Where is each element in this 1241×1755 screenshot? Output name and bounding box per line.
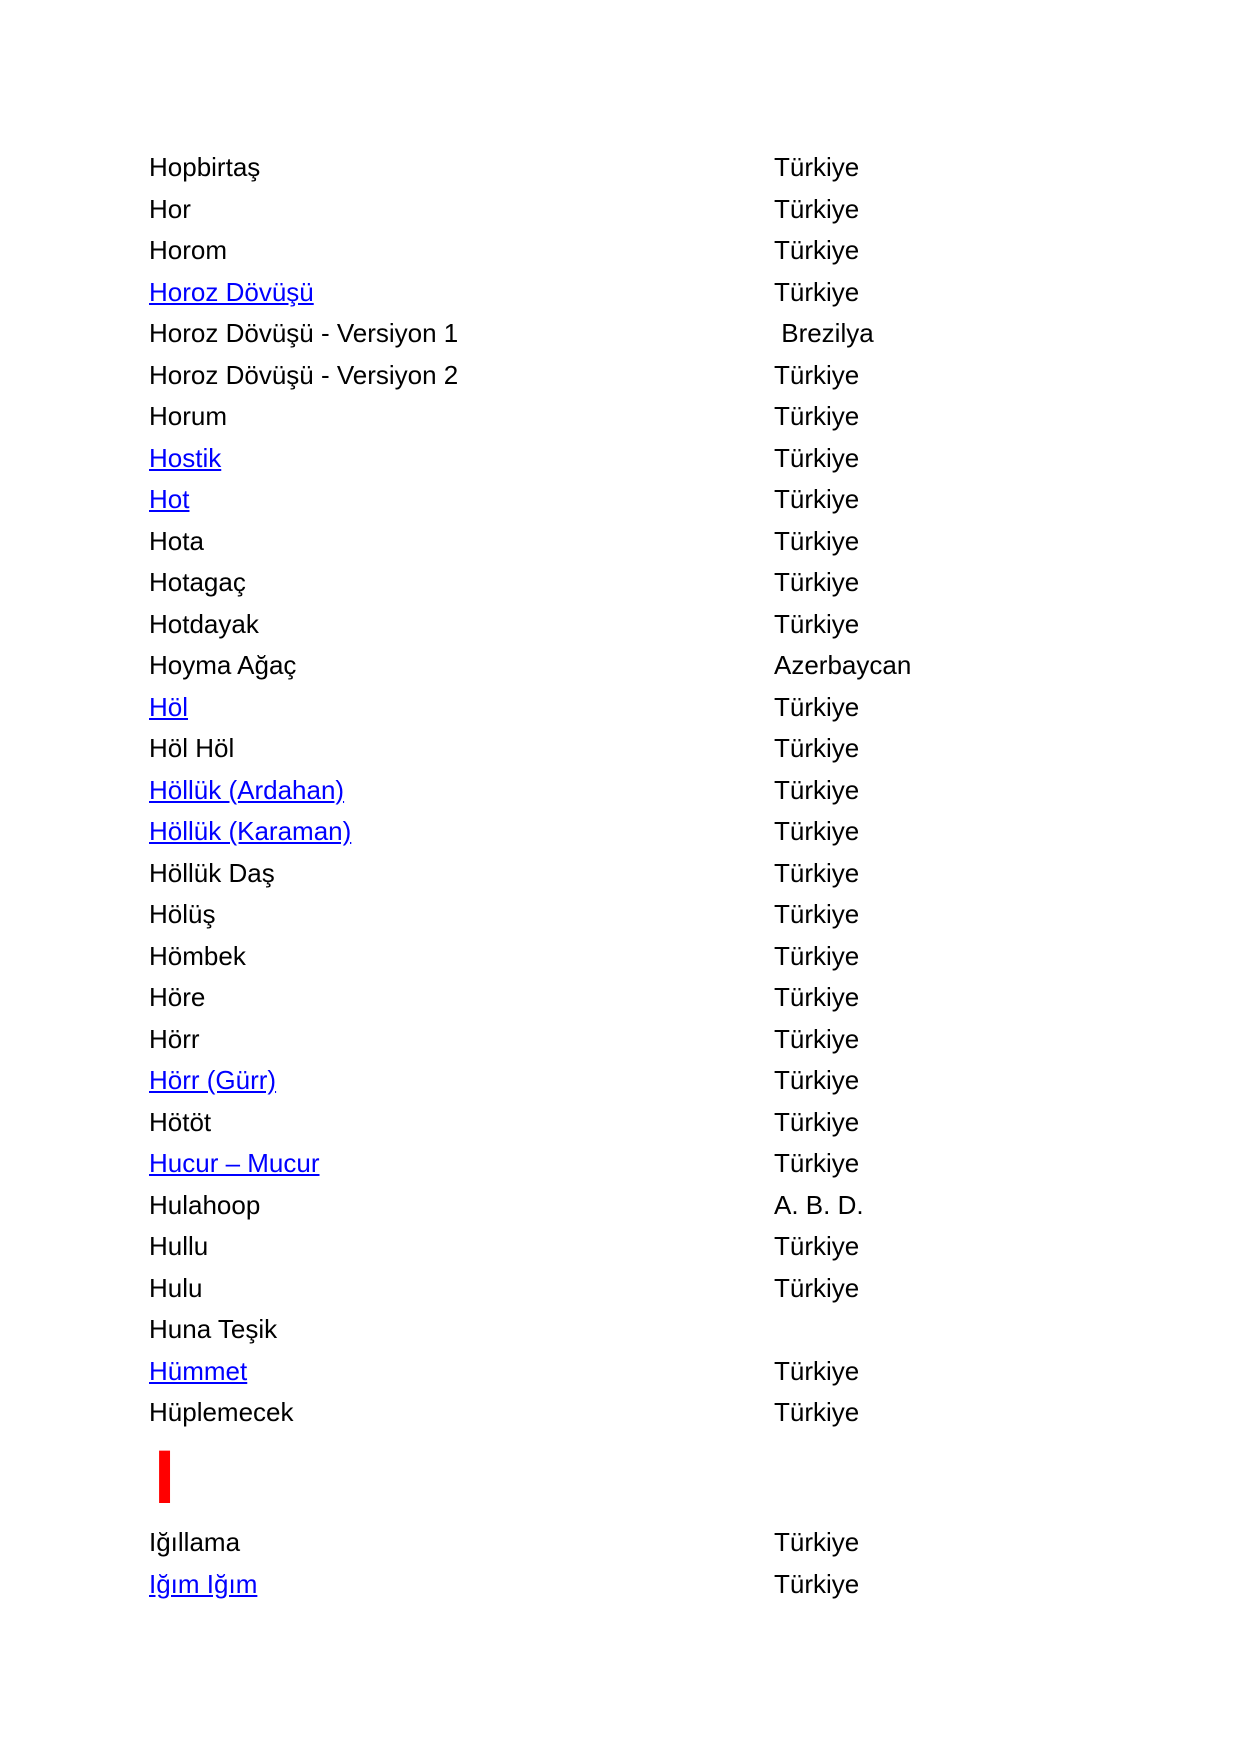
country-label: Türkiye [774, 152, 860, 182]
list-row [149, 355, 1149, 397]
list-row [149, 645, 1149, 687]
list-row [149, 230, 1149, 272]
list-row [149, 479, 1149, 521]
list-row [149, 396, 1149, 438]
game-name: Hörr [149, 1023, 200, 1054]
list-row [149, 604, 1149, 646]
list-row [149, 1268, 1149, 1310]
list-row [149, 1309, 1149, 1351]
country-label: Türkiye [774, 816, 860, 846]
country-label: Türkiye [774, 1272, 860, 1303]
list-row [149, 189, 1149, 231]
country-label: Türkiye [774, 1148, 860, 1178]
game-name: Hötöt [149, 1106, 212, 1137]
country-label: Türkiye [774, 733, 860, 763]
country-label: Türkiye [774, 484, 860, 514]
list-row [149, 521, 1149, 563]
game-name: Iğıllama [149, 1527, 241, 1557]
country-label: Brezilya [774, 318, 874, 348]
game-name: Hüplemecek [149, 1397, 294, 1427]
list-row [149, 438, 1149, 480]
list-row [149, 687, 1149, 729]
country-label: Azerbaycan [774, 650, 912, 680]
country-label: Türkiye [774, 857, 860, 888]
game-name: Hotagaç [149, 567, 246, 597]
list-row [149, 313, 1149, 355]
country-label: Türkiye [774, 442, 860, 473]
country-label: Türkiye [774, 401, 860, 431]
game-name: Horoz Dövüşü - Versiyon 2 [149, 359, 459, 390]
country-label: Türkiye [774, 940, 860, 971]
game-name: Horum [149, 401, 228, 431]
country-label: Türkiye [774, 1023, 860, 1054]
country-label: A. B. D. [774, 1189, 864, 1220]
country-label: Türkiye [774, 608, 860, 639]
game-name: Höl Höl [149, 733, 235, 763]
country-label: Türkiye [774, 276, 860, 307]
list-row [149, 811, 1149, 853]
list-row [149, 728, 1149, 770]
country-label: Türkiye [774, 1527, 860, 1557]
country-label: Türkiye [774, 1231, 860, 1261]
country-label: Türkiye [774, 899, 860, 929]
list-row [149, 936, 1149, 978]
game-name-link[interactable]: Hucur – Mucur [149, 1148, 320, 1178]
country-label: Türkiye [774, 1568, 860, 1599]
country-label: Türkiye [774, 691, 860, 722]
game-name: Horoz Dövüşü - Versiyon 1 [149, 318, 459, 348]
game-name-link[interactable]: Höl [149, 691, 189, 722]
game-name: Höre [149, 982, 206, 1012]
game-name-link[interactable]: Hot [149, 484, 190, 514]
list-row [149, 894, 1149, 936]
country-label [774, 1309, 1149, 1351]
list-row [149, 1019, 1149, 1061]
game-name: Huna Teşik [149, 1314, 278, 1344]
games-list [149, 147, 1149, 1605]
country-label: Türkiye [774, 1106, 860, 1137]
list-row [149, 770, 1149, 812]
list-row [149, 1060, 1149, 1102]
list-row [149, 1143, 1149, 1185]
game-name-link[interactable]: Hostik [149, 442, 222, 473]
country-label: Türkiye [774, 235, 860, 265]
country-label: Türkiye [774, 1397, 860, 1427]
game-name: Hullu [149, 1231, 209, 1261]
list-row [149, 1351, 1149, 1393]
game-name: Hölüş [149, 899, 216, 929]
list-row [149, 1102, 1149, 1144]
list-row [149, 147, 1149, 189]
game-name: Horom [149, 235, 228, 265]
list-row [149, 1564, 1149, 1606]
country-label: Türkiye [774, 359, 860, 390]
game-name-link[interactable]: Horoz Dövüşü [149, 276, 314, 307]
game-name-link[interactable]: Höllük (Ardahan) [149, 774, 345, 805]
game-name: Höllük Daş [149, 857, 275, 888]
country-label: Türkiye [774, 1355, 860, 1386]
game-name-link[interactable]: Hörr (Gürr) [149, 1065, 277, 1095]
country-label: Türkiye [774, 1065, 860, 1095]
country-label: Türkiye [774, 567, 860, 597]
list-row [149, 272, 1149, 314]
game-name: Hor [149, 193, 191, 224]
game-name-link[interactable]: Iğım Iğım [149, 1568, 258, 1599]
game-name: Hotdayak [149, 608, 259, 639]
game-name-link[interactable]: Höllük (Karaman) [149, 816, 352, 846]
list-row [149, 1522, 1149, 1564]
list-row [149, 1392, 1149, 1434]
section-heading-letter: I [154, 1434, 176, 1520]
game-name-link[interactable]: Hümmet [149, 1355, 248, 1386]
game-name: Hopbirtaş [149, 152, 261, 182]
country-label: Türkiye [774, 525, 860, 556]
list-row [149, 1226, 1149, 1268]
game-name: Hulahoop [149, 1189, 261, 1220]
country-label: Türkiye [774, 774, 860, 805]
list-row [149, 1185, 1149, 1227]
country-label: Türkiye [774, 193, 860, 224]
game-name: Hömbek [149, 940, 246, 971]
list-row [149, 562, 1149, 604]
country-label: Türkiye [774, 982, 860, 1012]
list-row [149, 853, 1149, 895]
game-name: Hulu [149, 1272, 203, 1303]
game-name: Hota [149, 525, 204, 556]
list-row [149, 977, 1149, 1019]
game-name: Hoyma Ağaç [149, 650, 297, 680]
